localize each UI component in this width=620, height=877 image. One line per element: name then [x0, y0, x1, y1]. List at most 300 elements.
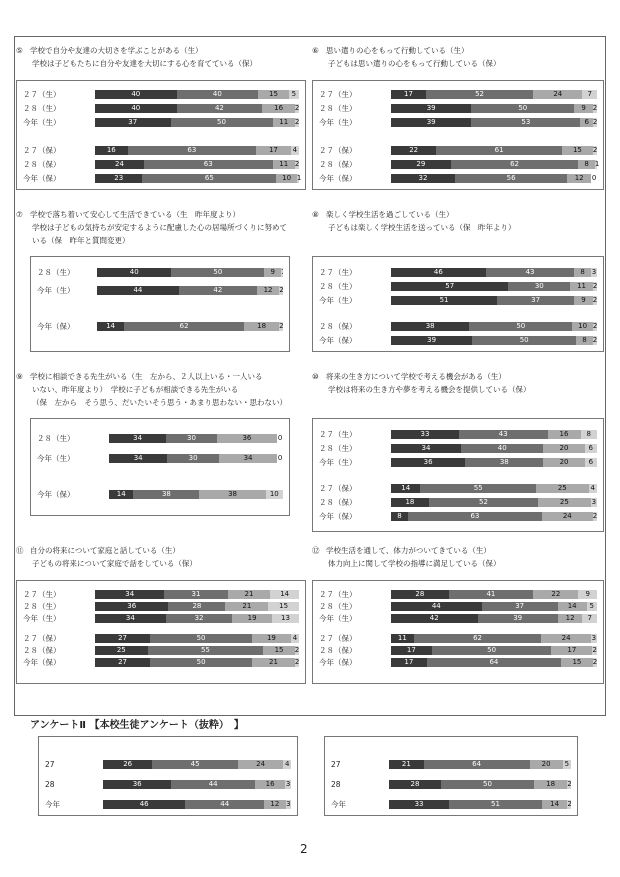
stacked-bar: [95, 602, 299, 611]
bar-segment: 33: [389, 800, 449, 809]
bar-segment: 12: [264, 800, 285, 809]
bar-segment: 9: [578, 590, 597, 599]
bar-segment: 42: [177, 104, 263, 113]
chart-row: [313, 511, 605, 522]
bar-segment: 2: [279, 286, 284, 294]
stacked-bar: [391, 268, 597, 277]
row-label: 今年（生）: [319, 118, 357, 127]
bar-segment: 14: [97, 322, 124, 331]
bar-segment: 22: [391, 146, 436, 155]
chart-row: [17, 601, 307, 612]
chart-box-q7: [30, 256, 290, 352]
chart-box-q12: [312, 580, 604, 684]
chart-row: [17, 589, 307, 600]
bar-segment: 53: [471, 118, 580, 127]
bar-segment: 34: [109, 454, 167, 463]
question-number: ⑫: [312, 546, 320, 555]
bar-segment: 1: [594, 160, 600, 168]
stacked-bar: [95, 614, 299, 623]
bar-segment: 46: [391, 268, 486, 277]
bar-segment: 36: [103, 780, 171, 789]
row-label: 今年（保）: [37, 490, 75, 499]
chart-row: [313, 145, 605, 156]
bar-segment: 3: [591, 268, 597, 276]
bar-segment: 26: [103, 760, 152, 769]
chart-row: [17, 633, 307, 644]
chart-row: [313, 589, 605, 600]
bar-segment: 37: [497, 296, 574, 305]
bar-segment: 13: [272, 614, 299, 623]
question-text: 学校は子どもの気持ちが安定するように配慮した心の居場所づくりに努めて: [32, 223, 287, 232]
bar-segment: 23: [95, 174, 142, 183]
bar-segment: 2: [592, 296, 598, 304]
stacked-bar: [391, 658, 597, 667]
bar-segment: 39: [478, 614, 558, 623]
bar-segment: 37: [95, 118, 171, 127]
bar-segment: 28: [391, 590, 449, 599]
chart-row: [313, 497, 605, 508]
bar-segment: 14: [542, 800, 568, 809]
chart-row: [17, 173, 307, 184]
question-number: ⑩: [312, 372, 319, 381]
bar-segment: 38: [199, 490, 265, 499]
bar-segment: 14: [270, 590, 299, 599]
bar-segment: 11: [391, 634, 414, 643]
question-title-line: [16, 221, 287, 234]
bar-segment: 28: [168, 602, 225, 611]
bar-segment: 2: [294, 646, 300, 654]
chart-row: [325, 799, 579, 810]
row-label: 今年: [331, 800, 346, 809]
chart-row: [313, 117, 605, 128]
question-title-line: [312, 44, 501, 57]
bar-segment: 18: [534, 780, 567, 789]
bar-segment: 29: [391, 160, 451, 169]
question-title-line: [312, 57, 501, 70]
chart-row: [31, 453, 291, 464]
bar-segment: 18: [244, 322, 279, 331]
bar-segment: 38: [133, 490, 199, 499]
row-label: 今年（生）: [37, 286, 75, 295]
row-label: 今年（保）: [23, 174, 61, 183]
stacked-bar: [391, 336, 597, 345]
bar-segment: 51: [449, 800, 542, 809]
bar-segment: 62: [451, 160, 579, 169]
bar-segment: 32: [166, 614, 233, 623]
row-label: ２７（保）: [319, 634, 357, 643]
row-label: ２８（生）: [319, 282, 357, 291]
question-text: 思い遣りの心をもって行動している（生）: [326, 46, 469, 55]
question-text: 学校は子どもたちに自分や友達を大切にする心を育てている（保）: [32, 59, 257, 68]
bar-segment: 27: [95, 658, 150, 667]
row-label: ２７（保）: [23, 146, 61, 155]
stacked-bar: [95, 160, 299, 169]
bar-segment: 4: [284, 760, 290, 768]
question-number: ⑤: [16, 46, 23, 55]
stacked-bar: [391, 512, 597, 521]
bar-segment: 34: [95, 614, 166, 623]
bar-segment: 17: [551, 646, 592, 655]
bar-segment: 25: [538, 498, 591, 507]
chart-row: [313, 321, 605, 332]
bar-segment: 2: [592, 104, 598, 112]
bar-segment: 44: [391, 602, 482, 611]
stacked-bar: [391, 444, 597, 453]
row-label: ２７（保）: [319, 146, 357, 155]
bar-segment: 50: [150, 658, 252, 667]
bar-segment: 5: [587, 602, 597, 611]
stacked-bar: [391, 484, 597, 493]
stacked-bar: [391, 174, 597, 183]
bar-segment: 15: [258, 90, 289, 99]
bar-segment: 50: [471, 104, 574, 113]
bar-segment: 4: [292, 146, 298, 154]
question-number: ⑪: [16, 546, 24, 555]
question-title-line: [16, 57, 257, 70]
stacked-bar: [391, 90, 597, 99]
stacked-bar: [391, 296, 597, 305]
bar-segment: 0: [591, 174, 597, 182]
bar-segment: 28: [389, 780, 441, 789]
bar-segment: 24: [238, 760, 284, 769]
question-number: ⑥: [312, 46, 319, 55]
stacked-bar: [391, 458, 597, 467]
bar-segment: 2: [592, 146, 598, 154]
bar-segment: 8: [391, 512, 408, 521]
row-label: 今年（保）: [319, 336, 357, 345]
bar-segment: 55: [420, 484, 536, 493]
chart-box-q11: [16, 580, 306, 684]
bar-segment: 50: [472, 336, 576, 345]
stacked-bar: [95, 646, 299, 655]
question-title-line: [16, 44, 257, 57]
question-title-line: [312, 208, 516, 221]
stacked-bar: [95, 590, 299, 599]
bar-segment: 2: [294, 658, 300, 666]
stacked-bar: [391, 498, 597, 507]
row-label: 今年（生）: [319, 296, 357, 305]
bar-segment: 2: [592, 118, 598, 126]
chart-row: [17, 103, 307, 114]
bar-segment: 16: [262, 104, 295, 113]
bar-segment: 16: [95, 146, 128, 155]
bar-segment: 11: [570, 282, 593, 291]
bar-segment: 5: [289, 90, 299, 99]
stacked-bar: [95, 104, 299, 113]
stacked-bar: [103, 780, 291, 789]
bar-segment: 50: [171, 118, 273, 127]
stacked-bar: [97, 268, 283, 277]
chart-row: [39, 759, 299, 770]
bar-segment: 6: [580, 118, 592, 127]
bar-segment: 30: [167, 454, 219, 463]
bar-segment: 39: [391, 118, 471, 127]
stacked-bar: [103, 800, 291, 809]
chart-box-q13: [38, 736, 298, 816]
bar-segment: 32: [391, 174, 455, 183]
question-title-line: [16, 396, 287, 409]
stacked-bar: [97, 322, 283, 331]
bar-segment: 34: [95, 590, 164, 599]
bar-segment: 2: [592, 646, 597, 654]
row-label: 今年（保）: [319, 512, 357, 521]
stacked-bar: [95, 90, 299, 99]
question-text: 学校は将来の生き方や夢を考える機会を提供している（保）: [328, 385, 531, 394]
question-text: いる（保 昨年と質問変更）: [32, 236, 130, 245]
bar-segment: 46: [103, 800, 185, 809]
bar-segment: 12: [257, 286, 279, 295]
question-text: 学校に相談できる先生がいる（生 左から、２人以上いる・一人いる: [30, 372, 263, 381]
bar-segment: 30: [508, 282, 570, 291]
bar-segment: 17: [256, 146, 291, 155]
bar-segment: 31: [164, 590, 227, 599]
bar-segment: 8: [574, 268, 591, 277]
row-label: ２７（生）: [23, 590, 61, 599]
chart-box-q8: [312, 256, 604, 352]
bar-segment: 57: [391, 282, 508, 291]
bar-segment: 2: [294, 104, 300, 112]
bar-segment: 6: [585, 444, 597, 453]
row-label: ２８（生）: [319, 602, 357, 611]
chart-row: [39, 779, 299, 790]
chart-row: [17, 645, 307, 656]
bar-segment: 50: [441, 780, 534, 789]
bar-segment: 11: [273, 118, 295, 127]
bar-segment: 21: [228, 590, 271, 599]
chart-row: [313, 295, 605, 306]
bar-segment: 64: [424, 760, 530, 769]
question-title-line: [312, 544, 501, 557]
row-label: ２８（生）: [319, 444, 357, 453]
row-label: ２８（生）: [37, 434, 75, 443]
bar-segment: 0: [277, 434, 283, 442]
question-title-line: [312, 383, 531, 396]
row-label: ２８（保）: [23, 160, 61, 169]
chart-box-q6: [312, 80, 604, 190]
faint-header-strip: [14, 20, 606, 32]
bar-segment: 43: [486, 268, 575, 277]
question-text: 学校で落ち着いて安心して生活できている（生 昨年度より）: [30, 210, 240, 219]
chart-row: [31, 285, 291, 296]
bar-segment: 20: [543, 444, 584, 453]
chart-row: [313, 281, 605, 292]
bar-segment: 10: [266, 490, 283, 499]
stacked-bar: [391, 602, 597, 611]
stacked-bar: [389, 800, 571, 809]
chart-row: [313, 613, 605, 624]
bar-segment: 64: [427, 658, 562, 667]
stacked-bar: [97, 286, 283, 295]
stacked-bar: [389, 780, 571, 789]
bar-segment: 3: [591, 498, 597, 506]
bar-segment: 27: [95, 634, 150, 643]
stacked-bar: [391, 146, 597, 155]
question-text: 楽しく学校生活を過ごしている（生）: [326, 210, 454, 219]
row-label: 今年（保）: [319, 174, 357, 183]
bar-segment: 16: [255, 780, 285, 789]
bar-segment: 37: [482, 602, 558, 611]
stacked-bar: [103, 760, 291, 769]
row-label: 今年（生）: [37, 454, 75, 463]
row-label: ２７（生）: [319, 590, 357, 599]
stacked-bar: [95, 174, 302, 183]
row-label: ２８（生）: [319, 104, 357, 113]
bar-segment: 44: [171, 780, 255, 789]
chart-row: [313, 483, 605, 494]
bar-segment: 15: [562, 146, 593, 155]
chart-row: [313, 633, 605, 644]
bar-segment: 2: [567, 780, 572, 788]
question-title-line: [312, 221, 516, 234]
bar-segment: 3: [591, 634, 597, 642]
row-label: ２７（生）: [319, 430, 357, 439]
bar-segment: 62: [124, 322, 244, 331]
question-title-line: [16, 557, 197, 570]
chart-box-q14: [324, 736, 578, 816]
row-label: 27: [331, 760, 341, 769]
bar-segment: 56: [455, 174, 567, 183]
chart-row: [313, 457, 605, 468]
row-label: 今年（生）: [319, 458, 357, 467]
row-label: ２８（生）: [23, 602, 61, 611]
bar-segment: 9: [574, 296, 593, 305]
bar-segment: 17: [391, 646, 432, 655]
question-text: 自分の将来について家庭と話している（生）: [30, 546, 180, 555]
chart-row: [313, 443, 605, 454]
question-title-line: [312, 370, 531, 383]
bar-segment: 38: [465, 458, 543, 467]
bar-segment: 2: [592, 336, 598, 344]
chart-row: [31, 433, 291, 444]
question-number: ⑨: [16, 372, 23, 381]
bar-segment: 2: [592, 322, 598, 330]
chart-row: [17, 159, 307, 170]
stacked-bar: [95, 146, 299, 155]
bar-segment: 14: [391, 484, 420, 493]
chart-row: [313, 159, 605, 170]
chart-box-q9: [30, 418, 290, 516]
bar-segment: 42: [391, 614, 478, 623]
page-number: 2: [300, 842, 308, 856]
row-label: ２７（生）: [319, 90, 357, 99]
row-label: ２８（生）: [23, 104, 61, 113]
stacked-bar: [391, 646, 597, 655]
question-title-q6: [312, 44, 501, 70]
bar-segment: 42: [179, 286, 257, 295]
bar-segment: 11: [273, 160, 295, 169]
section2-title: アンケートⅡ 【本校生徒アンケート（抜粋） 】: [30, 720, 244, 731]
bar-segment: 36: [217, 434, 278, 443]
stacked-bar: [95, 634, 299, 643]
bar-segment: 40: [97, 268, 171, 277]
row-label: 28: [45, 780, 55, 789]
bar-segment: [281, 268, 283, 277]
bar-segment: 61: [436, 146, 562, 155]
bar-segment: 8: [578, 160, 595, 169]
bar-segment: 15: [263, 646, 295, 655]
bar-segment: 36: [391, 458, 465, 467]
bar-segment: 17: [391, 658, 427, 667]
bar-segment: 50: [469, 322, 572, 331]
bar-segment: 24: [95, 160, 144, 169]
bar-segment: 4: [590, 484, 595, 492]
row-label: ２７（保）: [319, 484, 357, 493]
bar-segment: 9: [574, 104, 593, 113]
bar-segment: 10: [572, 322, 593, 331]
bar-segment: 17: [391, 90, 426, 99]
bar-segment: 15: [268, 602, 299, 611]
bar-segment: 33: [391, 430, 459, 439]
stacked-bar: [391, 104, 597, 113]
bar-segment: 3: [286, 800, 291, 808]
bar-segment: 19: [232, 614, 272, 623]
chart-row: [17, 613, 307, 624]
stacked-bar: [391, 160, 600, 169]
stacked-bar: [391, 614, 597, 623]
bar-segment: 12: [567, 174, 591, 183]
chart-row: [17, 117, 307, 128]
question-text: 学校生活を通して、体力がついてきている（生）: [326, 546, 491, 555]
bar-segment: 2: [279, 322, 284, 330]
chart-row: [313, 429, 605, 440]
question-title-q5: [16, 44, 257, 70]
bar-segment: 24: [533, 90, 582, 99]
chart-box-q10: [312, 418, 604, 532]
bar-segment: 9: [264, 268, 281, 277]
question-title-line: [16, 383, 287, 396]
bar-segment: 8: [581, 430, 598, 439]
question-title-q11: [16, 544, 197, 570]
stacked-bar: [389, 760, 571, 769]
question-text: 子どもは思い遣りの心をもって行動している（保）: [328, 59, 501, 68]
row-label: 27: [45, 760, 55, 769]
bar-segment: 19: [252, 634, 291, 643]
bar-segment: 50: [171, 268, 264, 277]
bar-segment: 34: [391, 444, 461, 453]
question-title-line: [312, 557, 501, 570]
bar-segment: 2: [592, 282, 598, 290]
chart-row: [17, 145, 307, 156]
bar-segment: 30: [166, 434, 216, 443]
stacked-bar: [109, 490, 283, 499]
chart-row: [313, 601, 605, 612]
bar-segment: 40: [95, 90, 177, 99]
bar-segment: 14: [558, 602, 587, 611]
question-text: いない、昨年度より） 学校に子どもが相談できる先生がいる: [32, 385, 239, 394]
question-text: 学校で自分や友達の大切さを学ぶことがある（生）: [30, 46, 203, 55]
bar-segment: 24: [542, 512, 593, 521]
row-label: 今年（生）: [23, 614, 61, 623]
question-title-line: [16, 370, 287, 383]
bar-segment: 39: [391, 104, 471, 113]
bar-segment: 24: [541, 634, 590, 643]
bar-segment: 21: [225, 602, 268, 611]
stacked-bar: [391, 634, 597, 643]
stacked-bar: [391, 430, 597, 439]
bar-segment: 3: [285, 780, 291, 788]
question-text: （保 左から そう思う、だいたいそう思う・あまり思わない・思わない）: [32, 398, 287, 407]
row-label: ２８（保）: [319, 498, 357, 507]
row-label: 今年（生）: [319, 614, 357, 623]
bar-segment: 2: [294, 118, 300, 126]
row-label: 今年: [45, 800, 60, 809]
chart-row: [313, 89, 605, 100]
chart-row: [39, 799, 299, 810]
bar-segment: 52: [426, 90, 533, 99]
stacked-bar: [391, 322, 597, 331]
bar-segment: 2: [592, 512, 598, 520]
bar-segment: 50: [150, 634, 252, 643]
